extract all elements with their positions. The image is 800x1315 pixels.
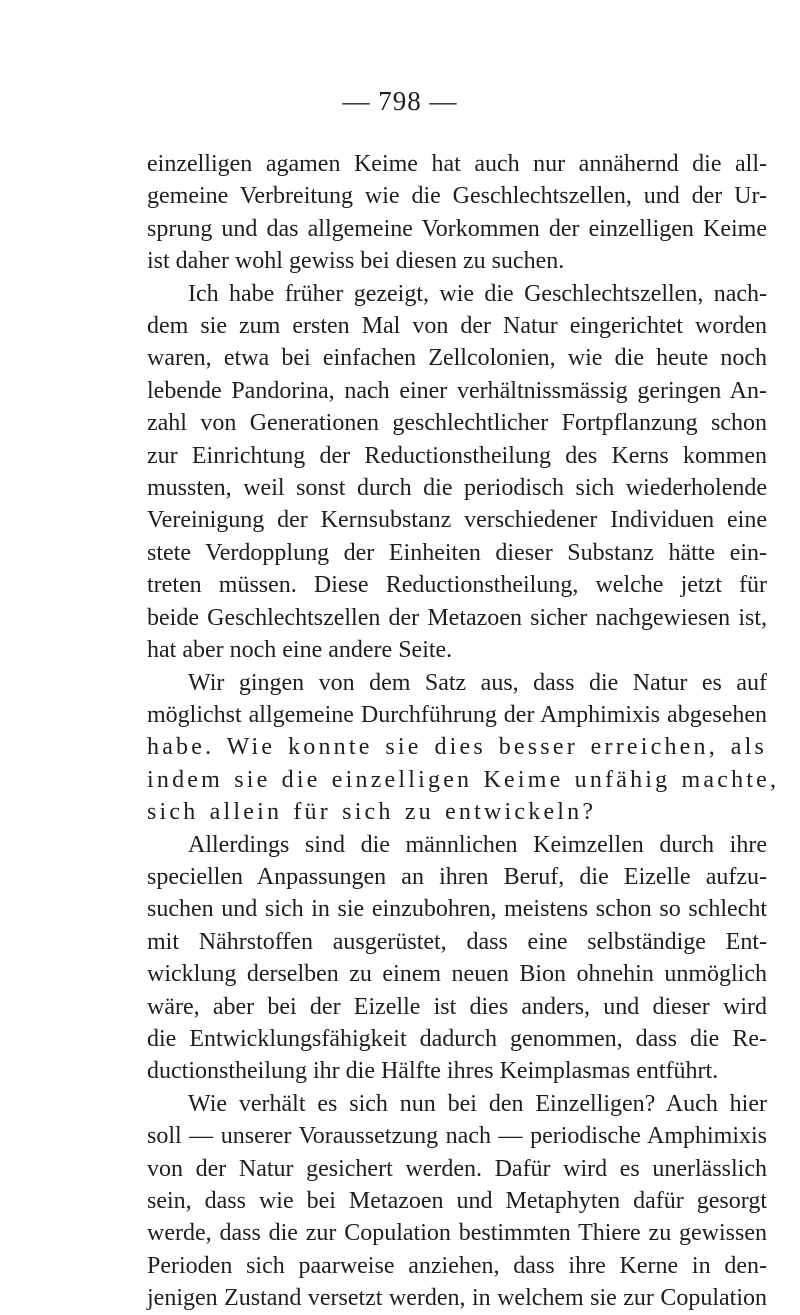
text-line: beide Geschlechtszellen der Metazoen sicher nachgewiesen ist, (147, 604, 767, 631)
text-line: einzelligen agamen Keime hat auch nur annähernd die all- (147, 151, 767, 177)
text-line: werde, dass die zur Copulation bestimmten Thiere zu gewissen (147, 1220, 767, 1247)
text-line-spaced: habe. Wie konnte sie dies besser erreichen, als (147, 734, 767, 761)
text-line: wicklung derselben zu einem neuen Bion ohnehin unmöglich (147, 961, 767, 988)
text-line: Perioden sich paarweise anziehen, dass ihre Kerne in den- (147, 1252, 767, 1279)
text-line: sein, dass wie bei Metazoen und Metaphyten dafür gesorgt (147, 1188, 767, 1214)
text-line: hat aber noch eine andere Seite. (147, 637, 453, 664)
text-line: die Entwicklungsfähigkeit dadurch genommen, dass die Re- (147, 1025, 767, 1052)
text-line: mit Nährstoffen ausgerüstet, dass eine selbständige Ent- (147, 928, 767, 955)
text-line: zahl von Generationen geschlechtlicher Fortpflanzung schon (147, 410, 767, 437)
body-text (147, 148, 780, 1315)
text-line: von der Natur gesichert werden. Dafür wird es unerlässlich (147, 1155, 767, 1182)
text-line: jenigen Zustand versetzt werden, in welchem sie zur Copulation (147, 1285, 767, 1312)
text-line: dem sie zum ersten Mal von der Natur eingerichtet worden (147, 313, 767, 340)
text-line: waren, etwa bei einfachen Zellcolonien, wie die heute noch (147, 345, 767, 372)
text-line: Ich habe früher gezeigt, wie die Geschlechtszellen, nach- (188, 280, 767, 307)
text-line: stete Verdopplung der Einheiten dieser Substanz hätte ein- (147, 539, 767, 566)
text-line: wäre, aber bei der Eizelle ist dies anders, und dieser wird (147, 993, 767, 1020)
text-line: sprung und das allgemeine Vorkommen der einzelligen Keime (147, 215, 767, 242)
text-line: Wir gingen von dem Satz aus, dass die Natur es auf (188, 669, 767, 696)
text-line: suchen und sich in sie einzubohren, meistens schon so schlecht (147, 896, 767, 923)
text-line: speciellen Anpassungen an ihren Beruf, die Eizelle aufzu- (147, 863, 767, 890)
text-line: mussten, weil sonst durch die periodisch sich wiederholende (147, 475, 767, 502)
text-line: möglichst allgemeine Durchführung der Amphimixis abgesehen (147, 701, 767, 728)
text-line: Wie verhält es sich nun bei den Einzelligen? Auch hier (188, 1090, 767, 1117)
text-line: lebende Pandorina, nach einer verhältnissmässig geringen An- (147, 377, 767, 404)
text-line: ductionstheilung ihr die Hälfte ihres Keimplasmas entführt. (147, 1058, 719, 1085)
text-line: Vereinigung der Kernsubstanz verschiedener Individuen eine (147, 507, 767, 534)
text-line: soll — unserer Voraussetzung nach — periodische Amphimixis (147, 1123, 767, 1150)
text-line: treten müssen. Diese Reductionstheilung, welche jetzt für (147, 572, 767, 599)
text-line: zur Einrichtung der Reductionstheilung des Kerns kommen (147, 442, 767, 469)
text-line-spaced: indem sie die einzelligen Keime unfähig machte, (147, 766, 780, 793)
text-line: ist daher wohl gewiss bei diesen zu suchen. (147, 248, 565, 275)
text-line: Allerdings sind die männlichen Keimzellen durch ihre (188, 831, 767, 858)
text-line-spaced: sich allein für sich zu entwickeln? (147, 799, 597, 826)
text-line: gemeine Verbreitung wie die Geschlechtszellen, und der Ur- (147, 183, 767, 210)
page-number: — 798 — (342, 86, 458, 116)
